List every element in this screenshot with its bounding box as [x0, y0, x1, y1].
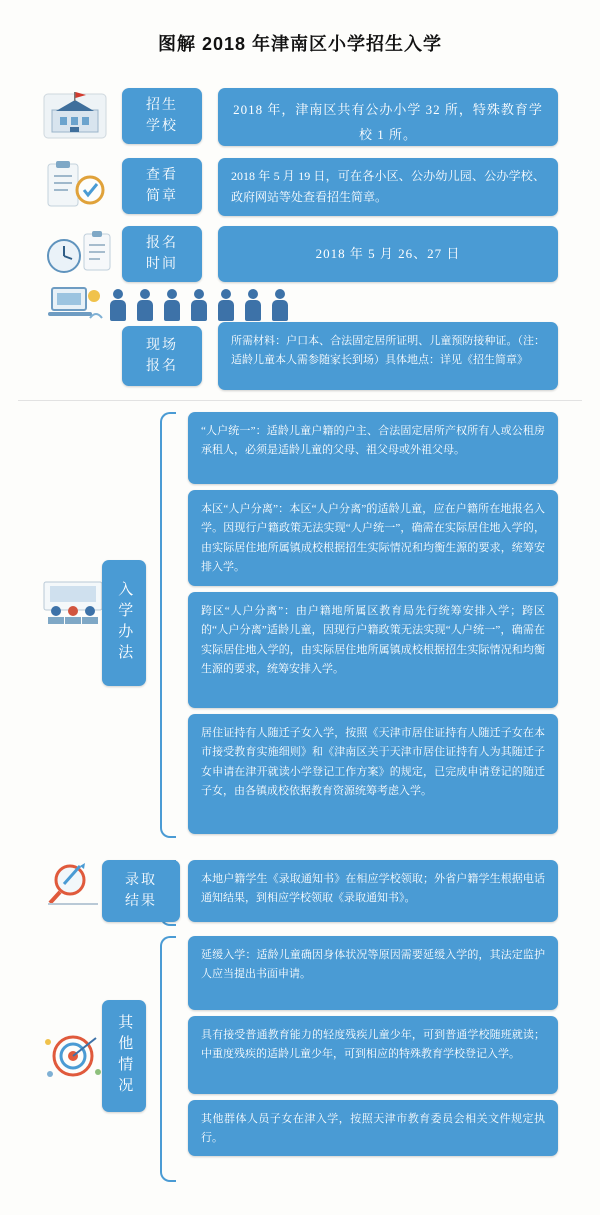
label-line: 时间 [146, 257, 178, 272]
person-figure [218, 289, 234, 321]
label-line: 录取 [125, 873, 157, 888]
person-figure [110, 289, 126, 321]
content-view-brochure: 2018 年 5 月 19 日，可在各小区、公办幼儿园、公办学校、政府网站等处查看招生简章。 [218, 158, 558, 216]
content-admission-method-3: 跨区“人户分离”：由户籍地所属区教育局先行统筹安排入学；跨区的“人户分离”适龄儿童，因现行户籍政策无法实现“人户统一”，确需在实际居住地入学的，由实际居住地所属镇成校根据招生实际情况和均衡生源的要求，统筹安排入学。 [188, 592, 558, 708]
magnifier-pen-icon [42, 858, 104, 908]
label-admission-method [102, 560, 146, 686]
label-line: 查看 [146, 168, 178, 183]
content-admission-method-1: “人户统一”：适龄儿童户籍的户主、合法固定居所产权所有人或公租房承租人，必须是适龄儿童的父母、祖父母或外祖父母。 [188, 412, 558, 484]
content-admission-schools: 2018 年，津南区共有公办小学 32 所，特殊教育学校 1 所。 [218, 88, 558, 146]
person-figure [245, 289, 261, 321]
bracket-admission-method [160, 412, 176, 838]
content-other-1: 延缓入学：适龄儿童确因身体状况等原因需要延缓入学的，其法定监护人应当提出书面申请。 [188, 936, 558, 1010]
label-vertical-text: 入学办法 [116, 581, 133, 665]
label-signup-time [122, 226, 202, 282]
label-vertical-text: 情 [116, 1056, 133, 1077]
label-line: 学校 [146, 119, 178, 134]
content-admission-method-2: 本区“人户分离”：本区“人户分离”的适龄儿童，应在户籍所在地报名入学。因现行户籍政策无法实现“人户统一”，确需在实际居住地入学的，由实际居住地所属镇成校根据招生实际情况和均衡生源的要求，统筹安排入学。 [188, 490, 558, 586]
content-other-2: 具有接受普通教育能力的轻度残疾儿童少年，可到普通学校随班就读；中重度残疾的适龄儿童少年，可到相应的特殊教育学校登记入学。 [188, 1016, 558, 1094]
label-admission-schools [122, 88, 202, 144]
label-admission-result [102, 860, 180, 922]
label-other-situations [102, 1000, 146, 1112]
clock-icon [42, 228, 114, 280]
computer-desk-icon [44, 282, 106, 326]
page-title: 图解 2018 年津南区小学招生入学 [157, 34, 443, 54]
person-figure [272, 289, 288, 321]
label-line: 结果 [125, 894, 157, 909]
section-divider [18, 400, 582, 401]
content-admission-method-4: 居住证持有人随迁子女入学，按照《天津市居住证持有人随迁子女在本市接受教育实施细则》和《津南区关于天津市居住证持有人为其随迁子女申请在津开就读小学登记工作方案》的规定，已完成申请登记的随迁子女，由各镇成校依据教育资源统筹考虑入学。 [188, 714, 558, 834]
content-signup-time: 2018 年 5 月 26、27 日 [218, 226, 558, 282]
bracket-other [160, 936, 176, 1182]
label-vertical-text: 况 [116, 1077, 133, 1098]
label-line: 报名 [146, 359, 178, 374]
person-figure [137, 289, 153, 321]
content-admission-result: 本地户籍学生《录取通知书》在相应学校领取；外省户籍学生根据电话通知结果，到相应学校领取《录取通知书》。 [188, 860, 558, 922]
label-vertical-text: 其 [116, 1014, 133, 1035]
target-gear-icon [40, 1028, 106, 1084]
people-illustration [110, 285, 360, 321]
label-onsite-signup [122, 326, 202, 386]
content-onsite-signup: 所需材料：户口本、合法固定居所证明、儿童预防接种证。（注：适龄儿童本人需参随家长到场）具体地点：详见《招生简章》 [218, 322, 558, 390]
label-line: 现场 [146, 338, 178, 353]
person-figure [164, 289, 180, 321]
label-vertical-text: 他 [116, 1035, 133, 1056]
label-line: 招生 [146, 98, 178, 113]
clipboard-checklist-icon [42, 160, 108, 212]
label-line: 简章 [146, 189, 178, 204]
label-view-brochure [122, 158, 202, 214]
classroom-icon [40, 578, 106, 626]
content-other-3: 其他群体人员子女在津入学，按照天津市教育委员会相关文件规定执行。 [188, 1100, 558, 1156]
person-figure [191, 289, 207, 321]
school-building-icon [42, 90, 108, 140]
label-line: 报名 [146, 236, 178, 251]
